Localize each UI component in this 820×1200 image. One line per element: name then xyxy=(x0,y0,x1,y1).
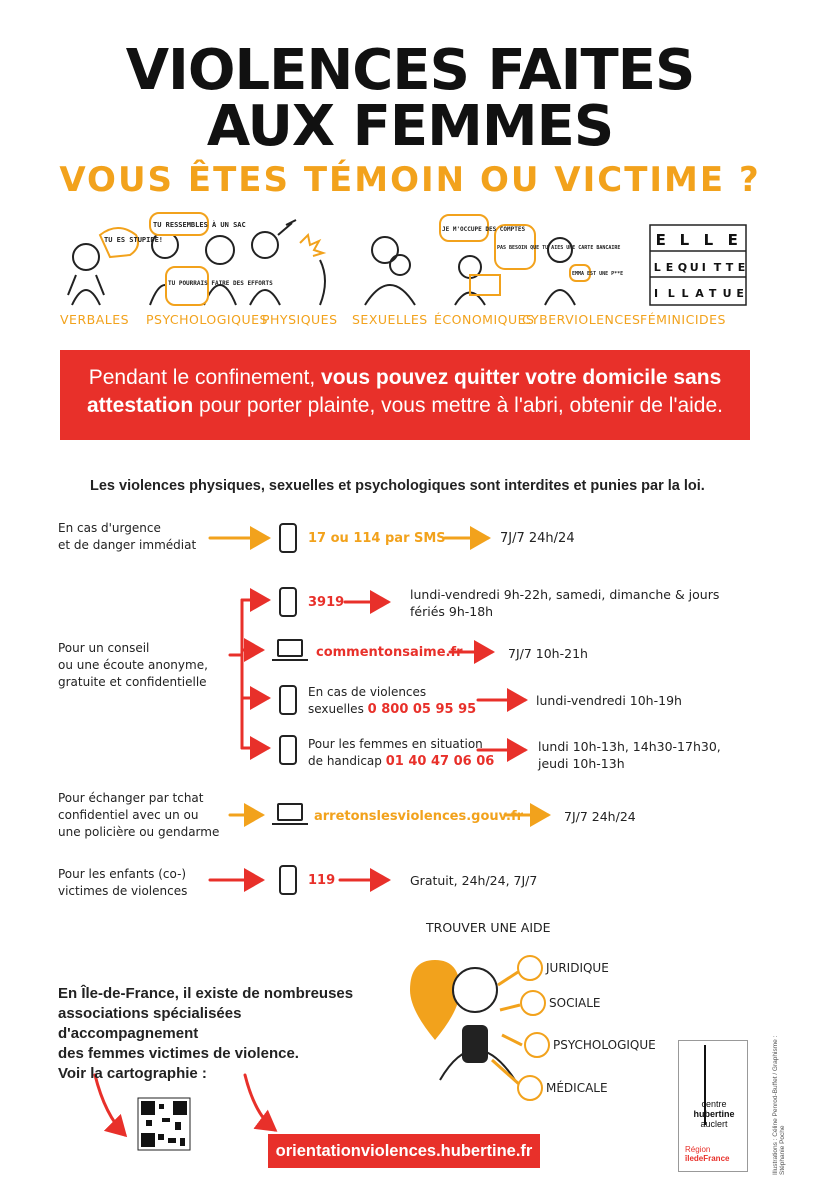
bubble-comptes-text: JE M'OCCUPE DES COMPTES xyxy=(442,226,526,233)
feminicide-letter: E xyxy=(655,231,666,249)
title-line-1: VIOLENCES FAITES xyxy=(125,38,695,103)
bubble-sac-text: TU RESSEMBLES À UN SAC xyxy=(153,221,246,229)
enfants-label-line: victimes de violences xyxy=(58,884,188,898)
phone-icon xyxy=(280,736,296,764)
violence-illustrations xyxy=(0,205,820,315)
contact-commentonsaime[interactable]: commentonsaime.fr xyxy=(316,645,463,660)
category-psychologiques: PSYCHOLOGIQUES xyxy=(146,312,268,327)
feminicide-letter: L xyxy=(667,287,675,300)
feminicide-letter: E xyxy=(727,231,738,249)
sexuelles-label: En cas de violences xyxy=(308,685,427,699)
illustration-credit: Illustrations : Céline Penrod-Buffet / Graphisme : Stéphanie Poche xyxy=(772,1035,786,1175)
hours-3919 xyxy=(410,586,719,620)
sexuelles-hours: lundi-vendredi 10h-19h xyxy=(536,693,682,708)
hours-3919-line: fériés 9h-18h xyxy=(410,604,494,619)
conseil-label-line: ou une écoute anonyme, xyxy=(58,658,208,672)
feminicide-letter: T xyxy=(708,287,717,300)
hours-3919-line: lundi-vendredi 9h-22h, samedi, dimanche & jours xyxy=(410,587,720,602)
sexuelles-phone: 0 800 05 95 95 xyxy=(367,702,477,717)
laptop-icon xyxy=(278,804,302,820)
region-line: Région xyxy=(685,1145,711,1154)
banner-bold-text: vous pouvez quitter votre domicile sans attestation xyxy=(87,366,722,417)
tchat-label-line: Pour échanger par tchat xyxy=(58,791,204,805)
category-sexuelles: SEXUELLES xyxy=(352,312,428,327)
tchat-label-line: confidentiel avec un ou xyxy=(58,808,199,822)
title-line-2: AUX FEMMES xyxy=(206,94,614,159)
tchat-label-line: une policière ou gendarme xyxy=(58,825,220,839)
conseil-label-line: Pour un conseil xyxy=(58,641,150,655)
help-sociale: SOCIALE xyxy=(549,996,601,1010)
help-juridique: JURIDIQUE xyxy=(546,961,609,975)
logo-line: centre xyxy=(701,1099,727,1109)
enfants-label-line: Pour les enfants (co-) xyxy=(58,867,187,881)
law-statement: Les violences physiques, sexuelles et psychologiques sont interdites et punies par la loi. xyxy=(90,478,705,494)
feminicide-letter: L xyxy=(679,231,690,249)
category-physiques: PHYSIQUES xyxy=(262,312,338,327)
idf-line: des femmes victimes de violence. xyxy=(58,1045,299,1062)
document-icon xyxy=(521,991,545,1015)
conseil-label-line: gratuite et confidentielle xyxy=(58,675,207,689)
feminicide-letter: E xyxy=(737,261,746,274)
handicap-hours-line: jeudi 10h-13h xyxy=(538,756,625,771)
orientation-url-link[interactable]: orientationviolences.hubertine.fr xyxy=(268,1134,540,1168)
sexual-violence-icon xyxy=(365,237,415,305)
feminicide-letter: U xyxy=(689,261,699,274)
urgence-hours: 7J/7 24h/24 xyxy=(500,531,575,546)
sexuelles-contact-block xyxy=(308,684,476,718)
category-verbales: VERBALES xyxy=(60,312,130,327)
enfants-hours: Gratuit, 24h/24, 7J/7 xyxy=(410,873,538,888)
phone-icon xyxy=(280,524,296,552)
handicap-phone: 01 40 47 06 06 xyxy=(385,754,495,769)
bubble-emma-text: EMMA EST UNE P**E xyxy=(572,271,624,277)
category-cyberviolences: CYBERVIOLENCES xyxy=(522,312,641,327)
banner-text-2: pour porter plainte, vous mettre à l'abri, obtenir de l'aide. xyxy=(193,394,723,417)
idf-line: associations spécialisées d'accompagnement xyxy=(58,1005,242,1042)
sexuelles-label: sexuelles xyxy=(308,702,364,716)
subtitle: VOUS ÊTES TÉMOIN OU VICTIME ? xyxy=(59,160,761,200)
help-psychologique: PSYCHOLOGIQUE xyxy=(553,1038,656,1052)
feminicide-letter: T xyxy=(725,261,734,274)
help-title: TROUVER UNE AIDE xyxy=(426,920,551,935)
region-line: îledeFrance xyxy=(685,1154,730,1163)
handicap-label: de handicap xyxy=(308,754,382,768)
handicap-contact-block xyxy=(308,736,494,770)
urgence-contact: 17 ou 114 par SMS xyxy=(308,531,446,546)
logo-line: auclert xyxy=(700,1119,728,1129)
contact-119: 119 xyxy=(308,873,336,888)
confinement-banner xyxy=(60,350,750,440)
feminicide-letter: A xyxy=(695,287,704,300)
qr-code xyxy=(138,1098,190,1150)
verbal-figure-icon xyxy=(68,244,104,305)
medical-kit-icon xyxy=(518,1076,542,1100)
help-medicale: MÉDICALE xyxy=(546,1081,608,1095)
feminicide-letter: L xyxy=(681,287,689,300)
handicap-hours xyxy=(538,738,721,772)
help-illustration xyxy=(410,956,549,1100)
contact-3919: 3919 xyxy=(308,595,345,610)
idf-line: Voir la cartographie : xyxy=(58,1065,207,1082)
feminicide-letter: I xyxy=(654,287,659,300)
economic-violence-icon xyxy=(455,256,500,305)
urgence-label-line: et de danger immédiat xyxy=(58,538,197,552)
logo-text xyxy=(679,1099,749,1129)
contact-arretonslesviolences[interactable]: arretonslesviolences.gouv.fr xyxy=(314,809,524,824)
hubertine-auclert-logo xyxy=(678,1040,748,1172)
feminicide-letter: E xyxy=(736,287,744,300)
hours-commentonsaime: 7J/7 10h-21h xyxy=(508,646,588,661)
feminicide-letter: T xyxy=(713,261,722,274)
feminicide-letter: I xyxy=(701,261,706,274)
feminicide-letter: Q xyxy=(677,261,688,274)
bubble-stupide-text: TU ES STUPIDE! xyxy=(104,236,164,244)
phone-icon xyxy=(280,588,296,616)
urgence-label xyxy=(58,520,196,554)
scales-icon xyxy=(518,956,542,980)
handicap-hours-line: lundi 10h-13h, 14h30-17h30, xyxy=(538,739,721,754)
conseil-label xyxy=(58,640,208,691)
region-logo xyxy=(685,1145,729,1163)
banner-text-1: Pendant le confinement, xyxy=(88,366,322,389)
feminicide-letter: L xyxy=(653,261,661,274)
laptop-icon xyxy=(278,640,302,656)
tchat-label xyxy=(58,790,219,841)
idf-line: En Île-de-France, il existe de nombreuses xyxy=(58,985,354,1002)
urgence-label-line: En cas d'urgence xyxy=(58,521,161,535)
enfants-label xyxy=(58,866,187,900)
logo-line: hubertine xyxy=(693,1109,735,1119)
bubble-efforts-text: TU POURRAIS FAIRE DES EFFORTS xyxy=(168,280,273,287)
category-economiques: ÉCONOMIQUES xyxy=(434,312,535,327)
tchat-hours: 7J/7 24h/24 xyxy=(564,809,636,824)
feminicide-letter: U xyxy=(722,287,732,300)
phone-icon xyxy=(280,686,296,714)
feminicide-letter: L xyxy=(703,231,714,249)
category-feminicides: FÉMINICIDES xyxy=(640,312,726,327)
heart-icon xyxy=(525,1033,549,1057)
feminicide-letter: E xyxy=(665,261,674,274)
bubble-carte-text: PAS BESOIN QUE TU AIES UNE CARTE BANCAIRE xyxy=(497,245,621,251)
handicap-label: Pour les femmes en situation xyxy=(308,737,483,751)
phone-icon xyxy=(280,866,296,894)
physical-violence-icon xyxy=(250,220,325,305)
idf-associations-text xyxy=(58,984,378,1084)
